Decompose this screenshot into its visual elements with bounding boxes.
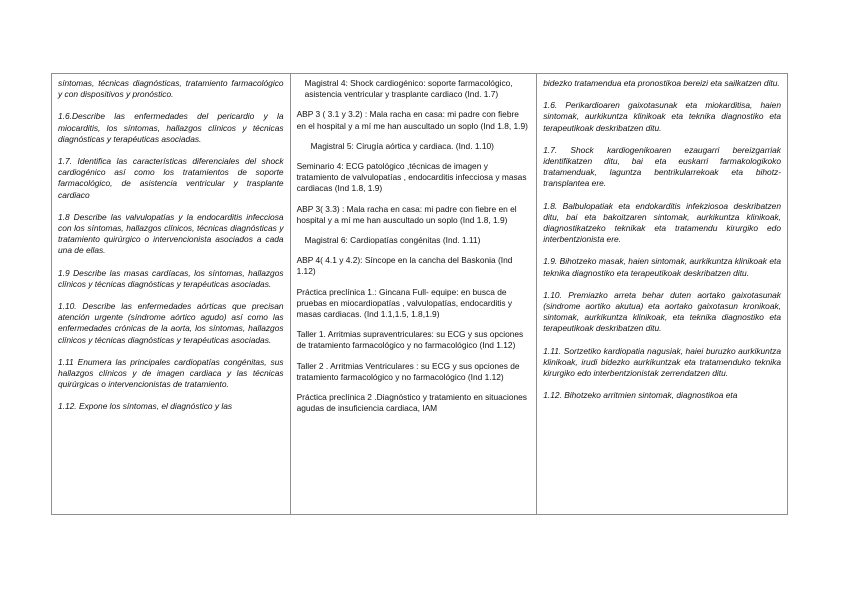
outcome-eu-1-9: 1.9. Bihotzeko masak, haien sintomak, aurkikuntza klinikoak eta teknika diagnostiko eta terapeutikoak deskribatzen ditu. — [543, 256, 781, 278]
column-spanish-outcomes — [52, 74, 291, 515]
activity-magistral-4: Magistral 4: Shock cardiogénico: soporte farmacológico, asistencia ventricular y trasplante cardiaco (Ind. 1.7) — [304, 78, 513, 100]
outcome-eu-1-6: 1.6. Perikardioaren gaixotasunak eta miokarditisa, haien sintomak, aurkikuntza klinikoak eta teknika diagnostiko eta terapeutikoak deskribatzen ditu. — [543, 100, 781, 133]
activity-magistral-5: Magistral 5: Cirugía aórtica y cardiaca. (Ind. 1.10) — [310, 140, 494, 151]
outcome-eu-1-5-tail: bidezko tratamendua eta pronostikoa bereizi eta sailkatzen ditu. — [543, 78, 780, 88]
outcome-1-7: 1.7. Identifica las características diferenciales del shock cardiogénico así como los tratamientos de soporte farmacológico, de asistencia ventricular y trasplante cardiaco — [58, 156, 284, 200]
outcome-1-8: 1.8 Describe las valvulopatías y la endocarditis infecciosa con los síntomas, hallazgos clínicos, técnicas diagnósticas y tratamiento quirúrgico o intervencionista asociados a cada una de ellas. — [58, 211, 284, 256]
activity-practica-2: Práctica preclínica 2 .Diagnóstico y tratamiento en situaciones agudas de insuficiencia cardiaca, IAM — [296, 392, 527, 414]
outcome-1-10: 1.10. Describe las enfermedades aórticas que precisan atención urgente (síndrome aórtico agudo) así como las enfermedades crónicas de la aorta, los síntomas, hallazgos clínicos y técnicas diagnósticas y terapéuticas asociadas. — [58, 301, 284, 345]
column-activities — [290, 74, 537, 515]
outcome-1-9: 1.9 Describe las masas cardíacas, los síntomas, hallazgos clínicos y técnicas diagnósticas y terapéuticas asociadas. — [58, 267, 284, 289]
table-row — [52, 74, 788, 515]
activity-taller-2: Taller 2 . Arritmias Ventriculares : su ECG y sus opciones de tratamiento farmacológico y no farmacológico (Ind 1.12) — [296, 360, 520, 382]
outcome-eu-1-7: 1.7. Shock kardiogenikoaren ezaugarri bereizgarriak identifikatzen ditu, bai eta euskarri farmakologikoko tratamenduak, laguntza bentrikularrekoak eta bihotz-transplantea ere. — [543, 144, 781, 189]
outcome-eu-1-11: 1.11. Sortzetiko kardiopatia nagusiak, haiei buruzko aurkikuntza klinikoak, irudi bidezko aurkikuntzak eta tratamenduko teknika kirurgiko edo interbentzionistak zerrendatzen ditu. — [543, 345, 781, 379]
activity-seminario-4: Seminario 4: ECG patológico ,técnicas de imagen y tratamiento de valvulopatías , endocarditis infecciosa y masas cardiacas (Ind 1.8, 1.9) — [296, 161, 527, 194]
activity-taller-1: Taller 1. Arritmias supraventriculares: su ECG y sus opciones de tratamiento farmacológico y no farmacológico (Ind 1.12) — [296, 329, 524, 351]
outcome-1-11: 1.11 Enumera las principales cardiopatías congénitas, sus hallazgos clínicos y de imagen cardiaca y las técnicas quirúrgicas o intervencionistas de tratamiento. — [58, 356, 284, 390]
column-basque-outcomes — [537, 74, 788, 515]
activity-abp-4: ABP 4( 4.1 y 4.2): Síncope en la cancha del Baskonia (Ind 1.12) — [296, 255, 513, 277]
outcome-eu-1-12-head: 1.12. Bihotzeko arritmien sintomak, diagnostikoa eta — [543, 390, 738, 401]
outcome-1-6: 1.6.Describe las enfermedades del pericardio y la miocarditis, los síntomas, hallazgos clínicos y técnicas diagnósticas y terapéuticas asociadas. — [58, 111, 284, 144]
outcome-1-5-tail: síntomas, técnicas diagnósticas, tratamiento farmacológico y con dispositivos y pronóstico. — [58, 78, 284, 100]
outcome-eu-1-10: 1.10. Premiazko arreta behar duten aortako gaixotasunak (sindrome aortiko akutua) eta aortako gaixotasun kronikoak, sintomak, aurkikuntza klinikoak, eta teknika diagnostiko eta terapeutikoak deskribatzen ditu. — [543, 289, 781, 334]
activity-abp-3-1: ABP 3 ( 3.1 y 3.2) : Mala racha en casa: mi padre con fiebre en el hospital y a mí me han auscultado un soplo (Ind 1.8, 1.9) — [296, 109, 528, 131]
activity-magistral-6: Magistral 6: Cardiopatías congénitas (Ind. 1.11) — [304, 235, 481, 246]
activity-abp-3-3: ABP 3( 3.3) : Mala racha en casa: mi padre con fiebre en el hospital y a mí me han auscultado un soplo (Ind 1.8, 1.9) — [296, 203, 517, 225]
outcome-eu-1-8: 1.8. Balbulopatiak eta endokarditis infekziosoa deskribatzen ditu, bai eta bakoitzaren sintomak, aurkikuntza klinikoak, diagnostikatzeko teknikak eta tratamendu kirurgiko edo interbentzionista ere. — [543, 200, 781, 245]
competency-table — [51, 73, 788, 515]
activity-practica-1: Práctica preclínica 1.: Gincana Full- equipe: en busca de pruebas en miocardiopatías , valvulopatías, endocarditis y masas cardiacas. (Ind 1.1,1.5, 1.8,1.9) — [296, 286, 513, 320]
outcome-1-12-head: 1.12. Expone los síntomas, el diagnóstico y las — [58, 401, 233, 412]
